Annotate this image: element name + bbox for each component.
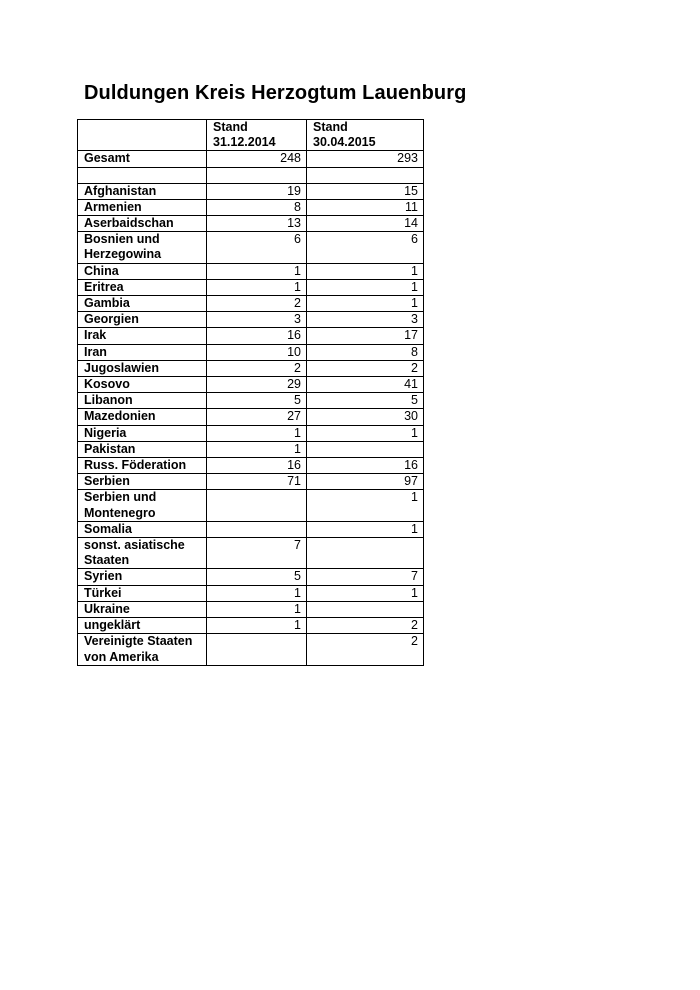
table-row (78, 263, 424, 279)
country-name-line: Georgien (84, 312, 139, 327)
country-name-line: Ukraine (84, 601, 130, 616)
table-row (78, 521, 424, 537)
value-2015-cell: 6 (307, 232, 424, 263)
table-row (78, 216, 424, 232)
country-name-line: Vereinigte Staaten (84, 634, 193, 649)
table-row (78, 538, 424, 569)
country-name-cell (78, 360, 207, 376)
value-2015-cell (307, 441, 424, 457)
table-row (78, 618, 424, 634)
value-2014-cell: 10 (207, 344, 307, 360)
table-row (78, 474, 424, 490)
header-line: 30.04.2015 (313, 135, 376, 150)
value-2014-cell: 5 (207, 393, 307, 409)
value-2014-cell: 1 (207, 441, 307, 457)
spacer-cell (207, 167, 307, 183)
country-name-cell (78, 199, 207, 215)
stand-2015-column-header (307, 120, 424, 151)
country-name-line: Bosnien und (84, 232, 160, 247)
table-row (78, 312, 424, 328)
value-2014-cell: 7 (207, 538, 307, 569)
country-name-line: Iran (84, 344, 107, 359)
country-name-line: China (84, 263, 119, 278)
value-2015-cell: 8 (307, 344, 424, 360)
value-2015-cell: 2 (307, 360, 424, 376)
value-2014-cell: 29 (207, 377, 307, 393)
value-2014-cell: 13 (207, 216, 307, 232)
country-name-line: Gambia (84, 296, 130, 311)
country-name-line: Nigeria (84, 425, 127, 440)
country-name-cell (78, 296, 207, 312)
country-name-line: Herzegowina (84, 247, 162, 262)
country-name-cell (78, 183, 207, 199)
value-2015-cell (307, 538, 424, 569)
country-name-cell (78, 490, 207, 521)
value-2015-cell: 1 (307, 490, 424, 521)
country-name-cell (78, 425, 207, 441)
table-row (78, 199, 424, 215)
table-row (78, 296, 424, 312)
country-name-line: ungeklärt (84, 618, 141, 633)
country-name-cell (78, 263, 207, 279)
table-row (78, 360, 424, 376)
value-2015-cell: 11 (307, 199, 424, 215)
country-name-cell (78, 601, 207, 617)
value-2015-cell: 1 (307, 263, 424, 279)
country-name-line: von Amerika (84, 649, 159, 664)
table-row (78, 409, 424, 425)
value-2014-cell: 16 (207, 328, 307, 344)
stand-2014-column-header (207, 120, 307, 151)
country-name-line: Montenegro (84, 505, 156, 520)
value-2015-cell: 17 (307, 328, 424, 344)
value-2015-cell: 14 (307, 216, 424, 232)
spacer-row (78, 167, 424, 183)
table-row (78, 585, 424, 601)
table-row (78, 601, 424, 617)
value-2015-cell: 2 (307, 634, 424, 665)
value-2015-cell: 1 (307, 521, 424, 537)
value-2014-cell: 6 (207, 232, 307, 263)
value-2014-cell: 27 (207, 409, 307, 425)
country-name-cell (78, 328, 207, 344)
header-line: Stand (213, 120, 248, 134)
country-name-cell (78, 232, 207, 263)
spacer-cell (307, 167, 424, 183)
total-row (78, 151, 424, 167)
value-2014-cell: 19 (207, 183, 307, 199)
country-name-line: Kosovo (84, 377, 130, 392)
table-row (78, 569, 424, 585)
value-2014-cell: 2 (207, 360, 307, 376)
total-value-2015: 293 (307, 151, 424, 167)
total-value-2014: 248 (207, 151, 307, 167)
value-2014-cell (207, 490, 307, 521)
value-2015-cell: 97 (307, 474, 424, 490)
table-row (78, 279, 424, 295)
value-2015-cell: 16 (307, 458, 424, 474)
table-row (78, 490, 424, 521)
table-row (78, 458, 424, 474)
country-name-cell (78, 538, 207, 569)
country-name-line: Serbien (84, 474, 130, 489)
country-name-cell (78, 312, 207, 328)
country-name-line: Eritrea (84, 279, 124, 294)
value-2014-cell: 8 (207, 199, 307, 215)
table-row (78, 393, 424, 409)
value-2014-cell: 1 (207, 263, 307, 279)
country-name-cell (78, 216, 207, 232)
country-name-cell (78, 344, 207, 360)
country-name-cell (78, 441, 207, 457)
country-name-cell (78, 279, 207, 295)
duldungen-table (77, 119, 424, 666)
table-row (78, 634, 424, 665)
value-2014-cell: 5 (207, 569, 307, 585)
spacer-cell (78, 167, 207, 183)
country-name-line: Irak (84, 328, 107, 343)
value-2014-cell: 16 (207, 458, 307, 474)
country-name-line: Mazedonien (84, 409, 156, 424)
country-name-line: Staaten (84, 553, 130, 568)
country-name-cell (78, 634, 207, 665)
value-2014-cell: 1 (207, 279, 307, 295)
value-2014-cell: 2 (207, 296, 307, 312)
value-2015-cell: 1 (307, 279, 424, 295)
value-2015-cell (307, 601, 424, 617)
value-2014-cell (207, 521, 307, 537)
country-name-cell (78, 409, 207, 425)
table-row (78, 441, 424, 457)
country-name-cell (78, 585, 207, 601)
country-name-line: Armenien (84, 199, 142, 214)
value-2015-cell: 30 (307, 409, 424, 425)
country-name-line: Somalia (84, 521, 132, 536)
country-name-line: Russ. Föderation (84, 458, 187, 473)
country-name-cell (78, 569, 207, 585)
table-row (78, 328, 424, 344)
country-name-cell (78, 521, 207, 537)
value-2014-cell: 1 (207, 601, 307, 617)
header-line: Stand (313, 120, 348, 134)
header-line: 31.12.2014 (213, 135, 276, 150)
table-row (78, 425, 424, 441)
country-name-cell (78, 458, 207, 474)
table-row (78, 232, 424, 263)
value-2015-cell: 41 (307, 377, 424, 393)
value-2014-cell: 1 (207, 585, 307, 601)
country-name-line: Libanon (84, 393, 133, 408)
country-name-cell (78, 377, 207, 393)
table-row (78, 183, 424, 199)
value-2015-cell: 1 (307, 585, 424, 601)
country-name-line: Türkei (84, 585, 122, 600)
country-name-cell (78, 393, 207, 409)
country-name-line: sonst. asiatische (84, 538, 185, 553)
value-2014-cell: 3 (207, 312, 307, 328)
value-2014-cell: 1 (207, 425, 307, 441)
table-header-row (78, 120, 424, 151)
country-name-line: Afghanistan (84, 183, 157, 198)
value-2015-cell: 1 (307, 425, 424, 441)
country-name-cell (78, 618, 207, 634)
country-column-header (78, 120, 207, 151)
value-2014-cell: 71 (207, 474, 307, 490)
value-2015-cell: 3 (307, 312, 424, 328)
value-2015-cell: 7 (307, 569, 424, 585)
country-name-line: Jugoslawien (84, 360, 160, 375)
total-label: Gesamt (78, 151, 207, 167)
table-row (78, 377, 424, 393)
country-name-line: Syrien (84, 569, 123, 584)
value-2015-cell: 1 (307, 296, 424, 312)
country-name-line: Serbien und (84, 490, 157, 505)
value-2015-cell: 15 (307, 183, 424, 199)
value-2015-cell: 2 (307, 618, 424, 634)
country-name-line: Aserbaidschan (84, 216, 174, 231)
value-2015-cell: 5 (307, 393, 424, 409)
country-name-line: Pakistan (84, 441, 136, 456)
country-name-cell (78, 474, 207, 490)
value-2014-cell: 1 (207, 618, 307, 634)
value-2014-cell (207, 634, 307, 665)
table-row (78, 344, 424, 360)
page-title: Duldungen Kreis Herzogtum Lauenburg (84, 82, 467, 104)
